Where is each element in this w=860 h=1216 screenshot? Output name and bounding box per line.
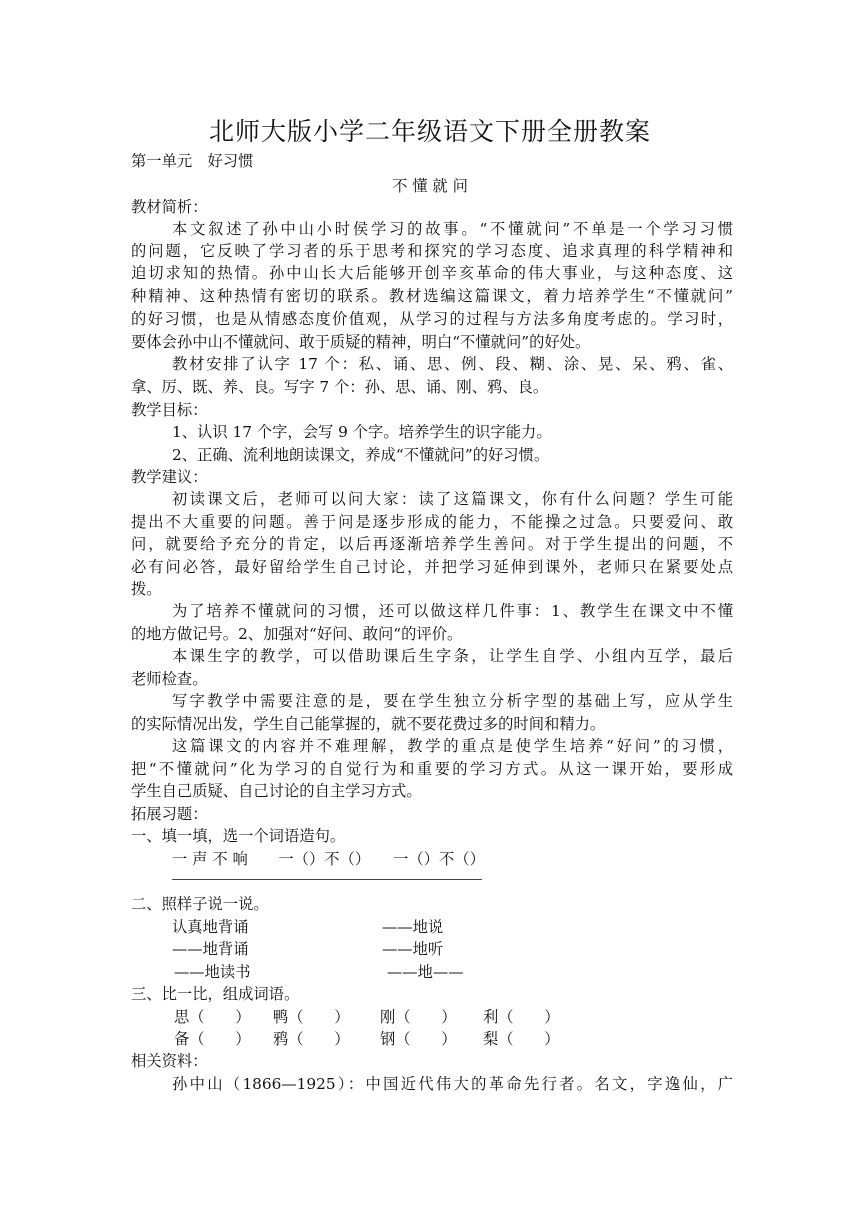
exercise-cell: ——地背诵 — [172, 940, 249, 958]
paragraph-line: 的问题，它反映了学习者的乐于思考和探究的学习态度、追求真理的科学精神和 — [131, 242, 733, 260]
exercise-heading: 二、照样子说一说。 — [131, 895, 269, 913]
answer-line — [172, 879, 482, 880]
exercise-cell: ——地听 — [382, 940, 444, 958]
paragraph-line: 迫切求知的热情。孙中山长大后能够开创辛亥革命的伟大事业，与这种态度、这 — [131, 264, 733, 282]
section-heading-references: 相关资料： — [131, 1052, 208, 1070]
document-title: 北师大版小学二年级语文下册全册教案 — [208, 117, 651, 146]
exercise-cell: 鸭（ ） — [273, 1008, 350, 1026]
paragraph-line: 提出不大重要的问题。善于问是逐步形成的能力，不能操之过急。只要爱问、敢 — [131, 513, 733, 531]
exercise-cell: ——地说 — [382, 918, 444, 936]
exercise-line: 一 声 不 响 一（）不（） 一（）不（） — [172, 850, 485, 868]
paragraph-line: 写字教学中需要注意的是，要在学生独立分析字型的基础上写，应从学生 — [172, 692, 733, 710]
exercise-cell: 思（ ） — [174, 1008, 251, 1026]
paragraph-line: 本文叙述了孙中山小时侯学习的故事。“不懂就问”不单是一个学习习惯 — [172, 220, 733, 238]
paragraph-line: 学生自己质疑、自己讨论的自主学习方式。 — [131, 782, 422, 800]
paragraph-line: 的好习惯，也是从情感态度价值观，从学习的过程与方法多角度考虑的。学习时， — [131, 310, 733, 328]
section-heading-exercises: 拓展习题： — [131, 805, 208, 823]
exercise-cell: ——地—— — [387, 963, 464, 981]
exercise-cell: 认真地背诵 — [172, 918, 249, 936]
paragraph-line: 要体会孙中山不懂就问、敢于质疑的精神，明白“不懂就问”的好处。 — [131, 333, 591, 351]
section-heading-intro: 教材简析： — [131, 198, 208, 216]
exercise-cell: 鸦（ ） — [273, 1030, 350, 1048]
goal-item: 2、正确、流利地朗读课文，养成“不懂就问”的好习惯。 — [172, 446, 550, 464]
exercise-cell: 备（ ） — [174, 1030, 251, 1048]
section-heading-goals: 教学目标： — [131, 401, 208, 419]
paragraph-line: 初读课文后，老师可以问大家：读了这篇课文，你有什么问题？学生可能 — [172, 490, 733, 508]
paragraph-line: 必有问必答，最好留给学生自己讨论，并把学习延伸到课外，老师只在紧要处点 — [131, 558, 733, 576]
paragraph-line: 这篇课文的内容并不难理解，教学的重点是使学生培养“好问”的习惯， — [172, 737, 733, 755]
exercise-cell: ——地读书 — [174, 963, 251, 981]
paragraph-line: 的实际情况出发，学生自己能掌握的，就不要花费过多的时间和精力。 — [131, 715, 606, 733]
exercise-heading: 三、比一比，组成词语。 — [131, 985, 300, 1003]
exercise-cell: 利（ ） — [483, 1008, 560, 1026]
lesson-title: 不 懂 就 问 — [392, 177, 468, 195]
paragraph-line: 把“不懂就问”化为学习的自觉行为和重要的学习方式。从这一课开始，要形成 — [131, 760, 733, 778]
paragraph-line: 种精神、这种热情有密切的联系。教材选编这篇课文，着力培养学生“不懂就问” — [131, 287, 733, 305]
exercise-cell: 钢（ ） — [380, 1030, 457, 1048]
paragraph-line: 教材安排了认字 17 个：私、诵、思、例、段、糊、涂、晃、呆、鸦、雀、 — [172, 355, 733, 373]
exercise-cell: 梨（ ） — [483, 1030, 560, 1048]
goal-item: 1、认识 17 个字，会写 9 个字。培养学生的识字能力。 — [172, 423, 552, 441]
unit-heading: 第一单元 好习惯 — [131, 152, 254, 170]
paragraph-line: 拨。 — [131, 580, 162, 598]
section-heading-advice: 教学建议： — [131, 468, 208, 486]
paragraph-line: 的地方做记号。2、加强对“好问、敢问“的评价。 — [131, 625, 463, 643]
paragraph-line: 拿、厉、既、养、良。写字 7 个：孙、思、诵、刚、鸦、良。 — [131, 378, 549, 396]
paragraph-line: 为了培养不懂就问的习惯，还可以做这样几件事：1、教学生在课文中不懂 — [172, 602, 733, 620]
paragraph-line: 孙中山（1866—1925）：中国近代伟大的革命先行者。名文，字逸仙，广 — [172, 1075, 733, 1093]
exercise-heading: 一、填一填，选一个词语造句。 — [131, 827, 346, 845]
paragraph-line: 老师检查。 — [131, 670, 208, 688]
paragraph-line: 问，就要给予充分的肯定，以后再逐渐培养学生善问。对于学生提出的问题，不 — [131, 535, 733, 553]
exercise-cell: 刚（ ） — [380, 1008, 457, 1026]
paragraph-line: 本课生字的教学，可以借助课后生字条，让学生自学、小组内互学，最后 — [172, 647, 733, 665]
